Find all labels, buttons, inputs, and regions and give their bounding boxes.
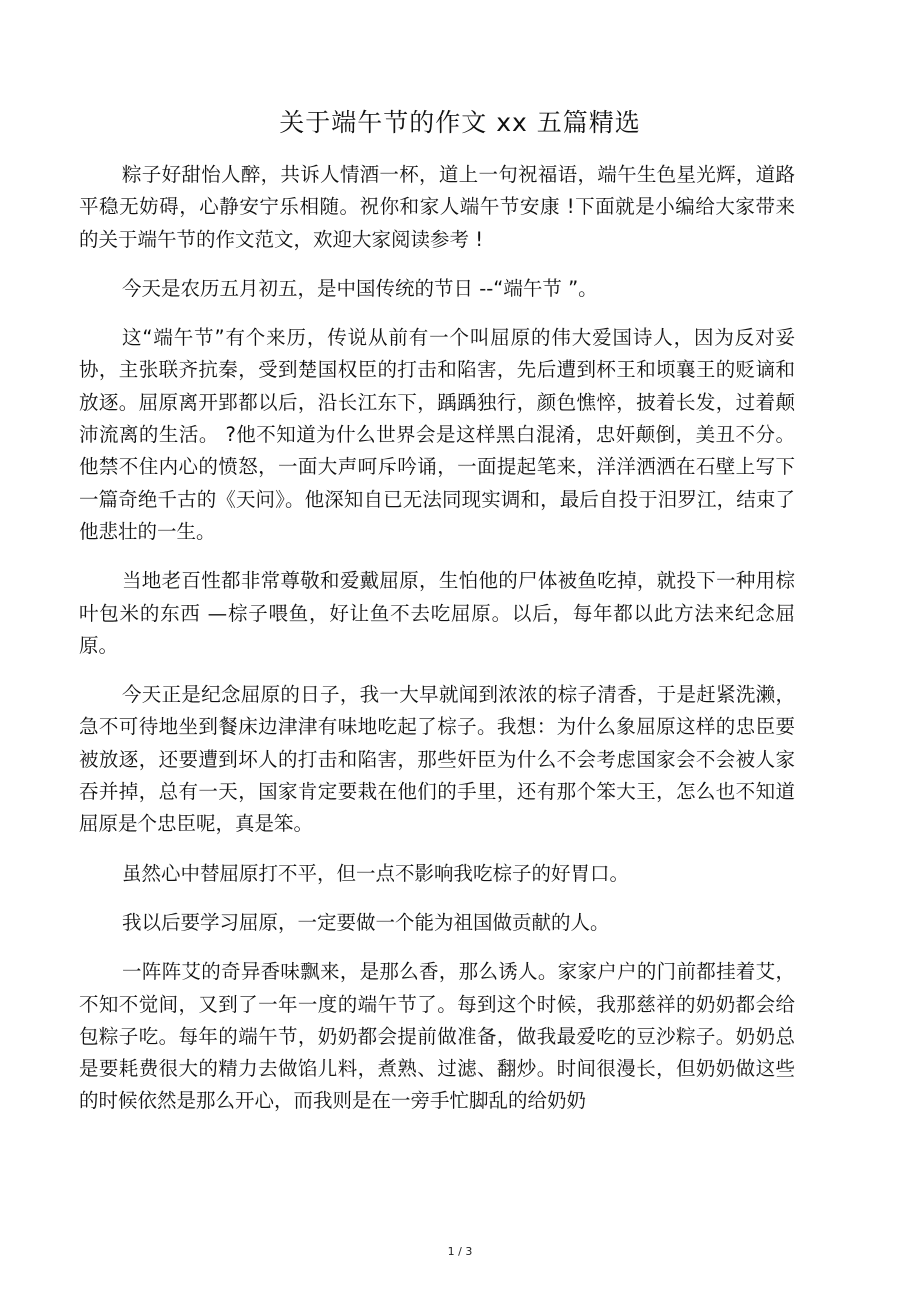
paragraph-intro: 粽子好甜怡人醉，共诉人情酒一杯，道上一句祝福语，端午生色星光辉，道路平稳无妨碍，心静安宁乐相随。祝你和家人端午节安康 !下面就是小编给大家带来的关于端午节的作文范文，欢迎大家阅读参考 ! — [79, 163, 795, 251]
paragraph-villagers: 当地老百性都非常尊敬和爱戴屈原，生怕他的尸体被鱼吃掉，就投下一种用棕叶包米的东西 —棕子喂鱼，好让鱼不去吃屈原。以后，每年都以此方法来纪念屈原。 — [79, 569, 795, 657]
paragraph-today: 今天正是纪念屈原的日子，我一大早就闻到浓浓的棕子清香，于是赶紧洗濑，急不可待地坐到餐床边津津有味地吃起了棕子。我想：为什么象屈原这样的忠臣要被放逐，还要遭到坏人的打击和陷害，那些奸臣为什么不会考虑国家会不会被人家吞并掉，总有一天，国家肯定要栽在他们的手里，还有那个笨大王，怎么也不知道屈原是个忠臣呢，真是笨。 — [79, 683, 795, 836]
document-title: 关于端午节的作文 xx 五篇精选 — [279, 108, 641, 137]
paragraph-date: 今天是农历五月初五，是中国传统的节日 --“端午节 ”。 — [122, 276, 598, 300]
paragraph-grandma: 一阵阵艾的奇异香味飘来，是那么香，那么诱人。家家户户的门前都挂着艾，不知不觉间，又到了一年一度的端午节了。每到这个时候，我那慈祥的奶奶都会给包粽子吃。每年的端午节，奶奶都会提前做准备，做我最爱吃的豆沙粽子。奶奶总是要耗费很大的精力去做馅儿料，煮熟、过滤、翻炒。时间很漫长，但奶奶做这些的时候依然是那么开心，而我则是在一旁手忙脚乱的给奶奶 — [79, 960, 795, 1113]
paragraph-origin: 这“端午节”有个来历，传说从前有一个叫屈原的伟大爱国诗人，因为反对妥协，主张联齐抗秦，受到楚国权臣的打击和陷害，先后遭到杯王和顷襄王的贬谪和放逐。屈原离开郢都以后，沿长江东下，踽踽独行，颜色憔悴，披着长发，过着颠沛流离的生活。 ?他不知道为什么世界会是这样黑白混淆，忠奸颠倒，美丑不分。他禁不住内心的愤怒，一面大声呵斥吟诵，一面提起笔来，洋洋洒洒在石壁上写下一篇奇绝千古的《天问》。他深知自已无法同现实调和，最后自投于汨罗江，结束了他悲壮的一生。 — [79, 326, 795, 543]
paragraph-resolve: 我以后要学习屈原，一定要做一个能为祖国做贡献的人。 — [122, 910, 610, 934]
page-indicator: 1 / 3 — [447, 1245, 473, 1258]
paragraph-appetite: 虽然心中替屈原打不平，但一点不影响我吃棕子的好胃口。 — [122, 861, 630, 885]
document-body — [79, 159, 795, 1135]
